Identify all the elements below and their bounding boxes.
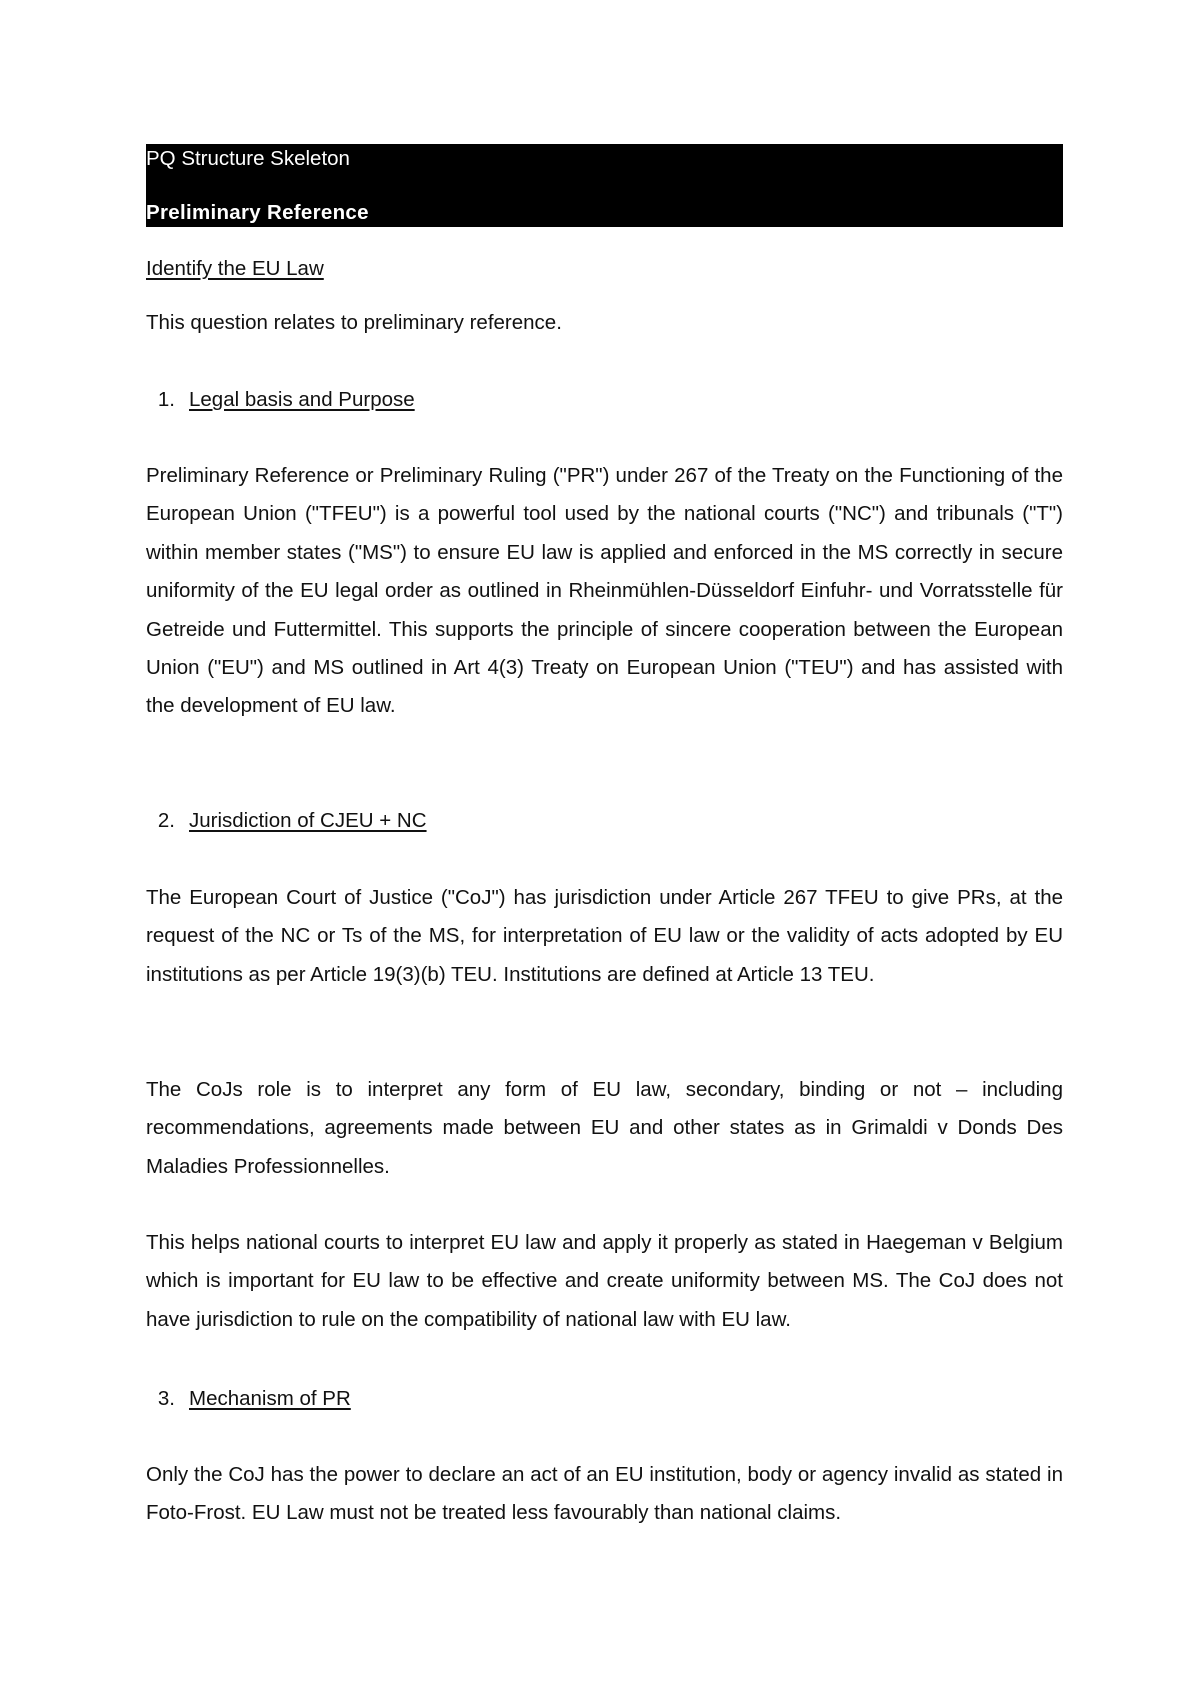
document-title: PQ Structure Skeleton [146, 147, 350, 170]
section-number: 3. [157, 1387, 175, 1410]
section-3-paragraph-1: Only the CoJ has the power to declare an act of an EU institution, body or agency invalid as stated in Foto-Frost. EU Law must not be treated less favourably than national claims. [146, 1463, 1063, 1525]
section-title: Jurisdiction of CJEU + NC [189, 809, 427, 832]
section-title: Mechanism of PR [189, 1387, 351, 1410]
section-2-paragraph-2: The CoJs role is to interpret any form of EU law, secondary, binding or not – including recommendations, agreements made between EU and other states as in Grimaldi v Donds Des Maladies Professionnelles. [146, 1078, 1063, 1178]
intro-heading: Identify the EU Law [146, 257, 324, 280]
section-heading-3 [146, 1380, 351, 1418]
section-number: 2. [157, 809, 175, 832]
section-2-paragraph-3: This helps national courts to interpret EU law and apply it properly as stated in Haegeman v Belgium which is important for EU law to be effective and create uniformity between MS. The CoJ does not have jurisdiction to rule on the compatibility of national law with EU law. [146, 1231, 1063, 1331]
section-number: 1. [157, 388, 175, 411]
document-subtitle: Preliminary Reference [146, 201, 369, 224]
section-1-paragraph-1: Preliminary Reference or Preliminary Ruling ("PR") under 267 of the Treaty on the Functioning of the European Union ("TFEU") is a powerful tool used by the national courts ("NC") and tribunals ("T") within member states ("MS") to ensure EU law is applied and enforced in the MS correctly in secure uniformity of the EU legal order as outlined in Rheinmühlen-Düsseldorf Einfuhr- und Vorratsstelle für Getreide und Futtermittel. This supports the principle of sincere cooperation between the European Union ("EU") and MS outlined in Art 4(3) Treaty on European Union ("TEU") and has assisted with the development of EU law. [146, 464, 1063, 718]
section-heading-1 [146, 381, 415, 419]
section-2-paragraph-1: The European Court of Justice ("CoJ") has jurisdiction under Article 267 TFEU to give PRs, at the request of the NC or Ts of the MS, for interpretation of EU law or the validity of acts adopted by EU institutions as per Article 19(3)(b) TEU. Institutions are defined at Article 13 TEU. [146, 886, 1063, 986]
intro-text: This question relates to preliminary reference. [146, 311, 562, 334]
section-title: Legal basis and Purpose [189, 388, 415, 411]
section-heading-2 [146, 802, 427, 840]
title-block [146, 144, 1063, 227]
